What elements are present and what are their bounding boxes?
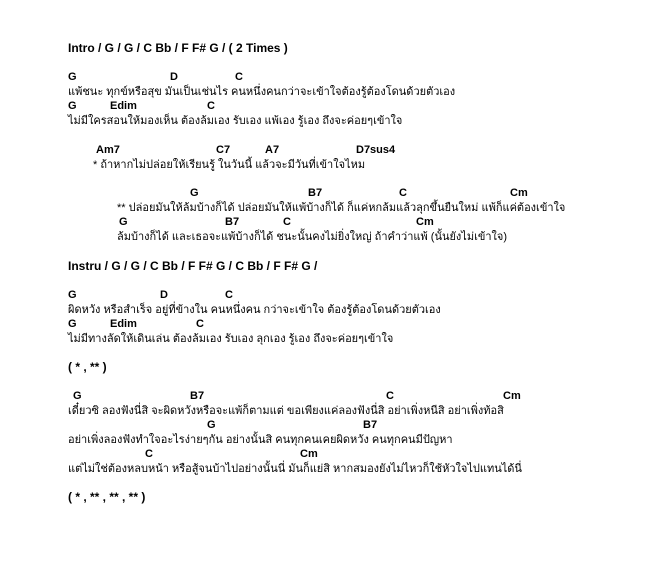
chord: G [73,390,82,402]
lyric-line: ไม่มีใครสอนให้มองเห็น ต้องล้มเอง รับเอง แพ้เอง รู้เอง ถึงจะค่อยๆเข้าใจ [68,115,403,127]
intro-line: Intro / G / G / C Bb / F F# G / ( 2 Times ) [68,41,288,55]
chord: G [68,71,77,83]
lyric-line: ผิดหวัง หรือสำเร็จ อยู่ที่ข้างใน คนหนึ่งคน กว่าจะเข้าใจ ต้องรู้ต้องโดนด้วยตัวเอง [68,304,441,316]
chord: Am7 [96,144,120,156]
instru-line: Instru / G / G / C Bb / F F# G / C Bb / F F# G / [68,259,318,273]
chord: B7 [363,419,378,431]
chord: Cm [503,390,521,402]
chord: C7 [216,144,231,156]
chord: G [190,187,199,199]
chord: C [283,216,291,228]
lyric-line: * ถ้าหากไม่ปล่อยให้เรียนรู้ ในวันนี้ แล้วจะมีวันที่เข้าใจไหม [93,159,366,171]
chord: C [196,318,204,330]
chord: B7 [308,187,323,199]
chord: Edim [110,318,137,330]
repeat-marker: ( * , ** , ** , ** ) [68,490,146,504]
chord: Edim [110,100,137,112]
chord: D [160,289,168,301]
chord: C [145,448,153,460]
chord: B7 [190,390,205,402]
lyric-line: ล้มบ้างก็ได้ และเธอจะแพ้บ้างก็ได้ ชนะนั้นคงไม่ยิ่งใหญ่ ถ้าคำว่าแพ้ (นั้นยังไม่เข้าใจ) [117,231,508,243]
chord: Cm [510,187,528,199]
lyric-line: อย่าเพิ่งลองฟังทำใจอะไรง่ายๆกัน อย่างนั้นสิ คนทุกคนเคยผิดหวัง คนทุกคนมีปัญหา [68,434,453,446]
chord: Cm [300,448,318,460]
chord: D [170,71,178,83]
lyric-line: แพ้ชนะ ทุกข์หรือสุข มันเป็นเช่นไร คนหนึ่งคนกว่าจะเข้าใจต้องรู้ต้องโดนด้วยตัวเอง [68,86,456,98]
chord: B7 [225,216,240,228]
chord: C [386,390,394,402]
lyric-line: ** ปล่อยมันให้ล้มบ้างก็ได้ ปล่อยมันให้แพ้บ้างก็ได้ ก็แค่หกล้มแล้วลุกขึ้นยืนใหม่ แพ้ก็แค่ต้องเข้าใจ [117,202,566,214]
chord: G [207,419,216,431]
lyric-line: ไม่มีทางลัดให้เดินเล่น ต้องล้มเอง รับเอง ลุกเอง รู้เอง ถึงจะค่อยๆเข้าใจ [68,333,394,345]
chord: C [399,187,407,199]
chord: C [235,71,243,83]
chord: G [68,100,77,112]
lyric-line: เดี๋ยวซิ ลองฟังนี่สิ จะผิดหวังหรือจะแพ้ก็ตามแต่ ขอเพียงแค่ลองฟังนี่สิ อย่าเพิ่งหนีสิ อย่าเพิ่งท้อสิ [68,405,504,417]
chord: A7 [265,144,280,156]
repeat-marker: ( * , ** ) [68,360,107,374]
chord: Cm [416,216,434,228]
chord: D7sus4 [356,144,396,156]
chord: G [68,289,77,301]
lyric-line: แต่ไม่ใช่ต้องหลบหน้า หรือสู้จนบ้าไปอย่างนั้นนี่ มันก็แย่สิ หากสมองยังไม่ไหวก็ใช้หัวใจไปแทนได้นี่ [68,463,522,475]
chord: C [225,289,233,301]
chord: G [68,318,77,330]
chord: C [207,100,215,112]
chord: G [119,216,128,228]
